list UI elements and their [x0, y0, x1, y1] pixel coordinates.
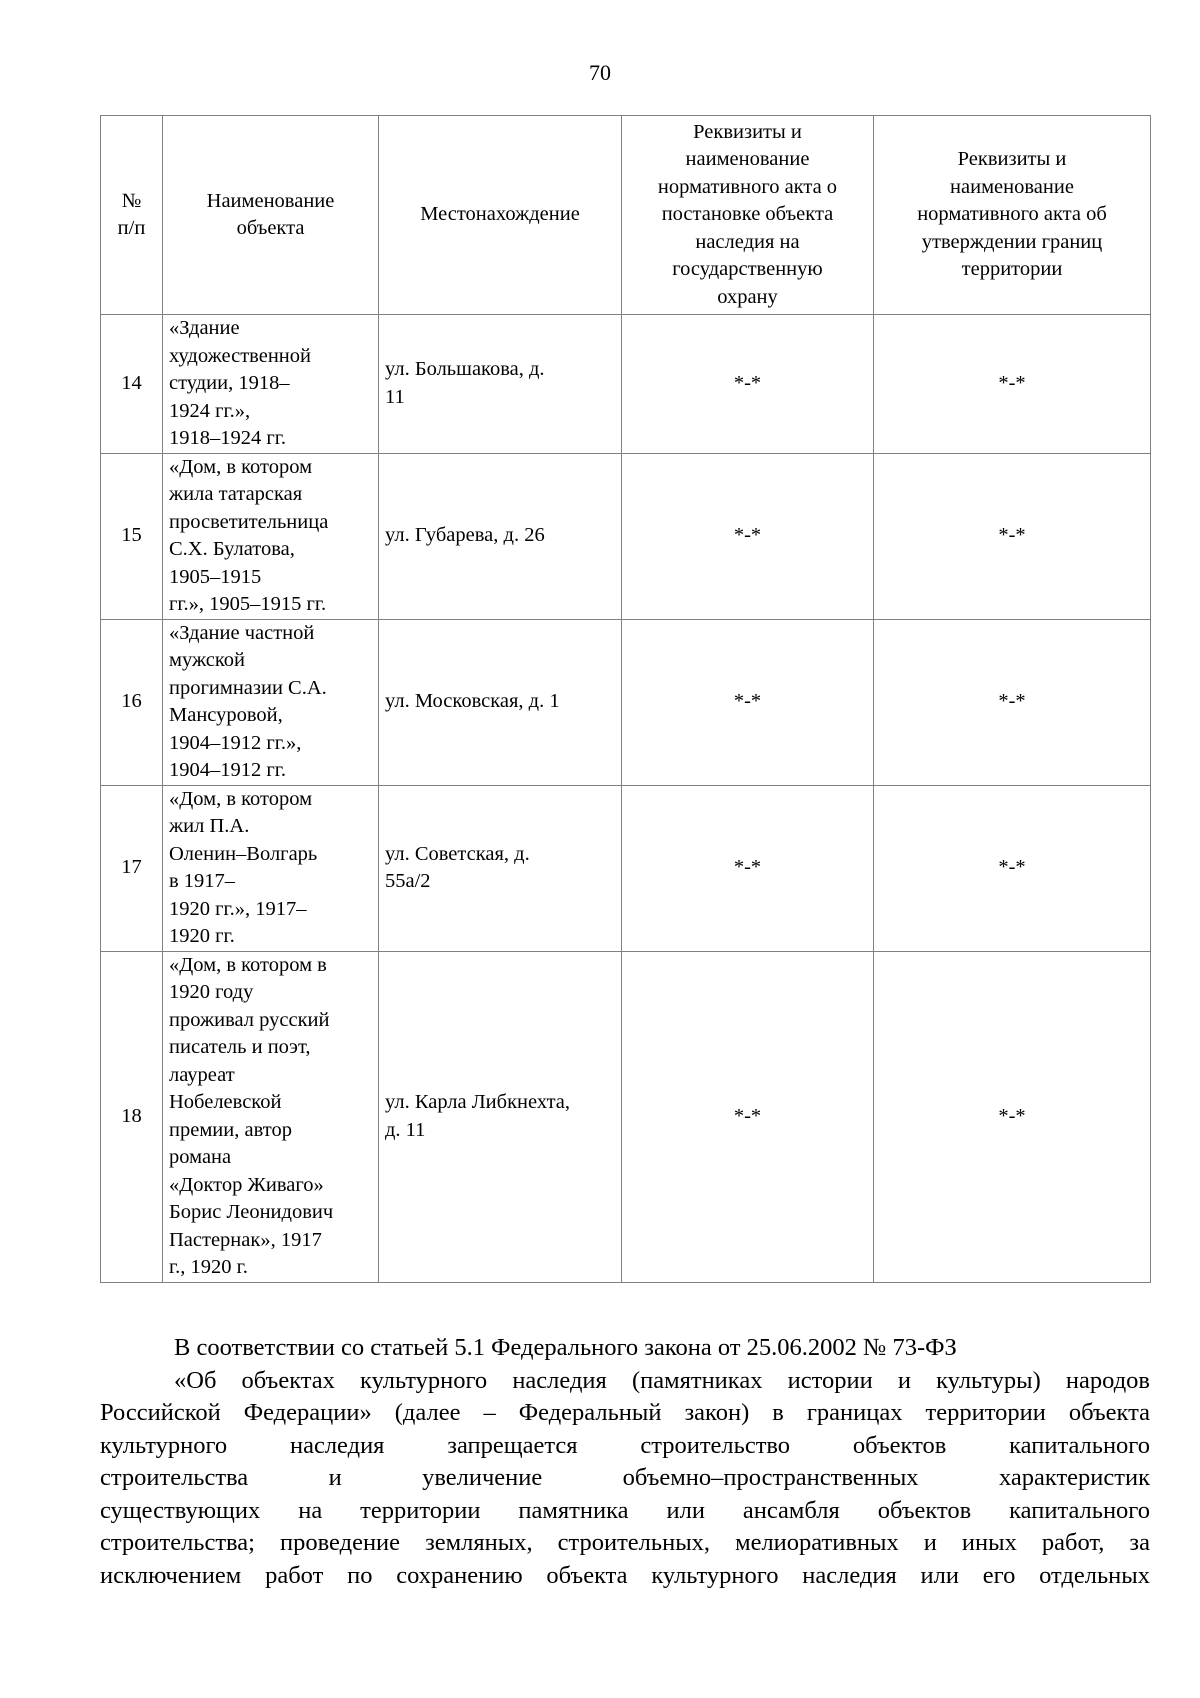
table-row — [101, 619, 1151, 785]
cell-name: «Дом, в котором в 1920 году проживал русский писатель и поэт, лауреат Нобелевской премии, автор романа «Доктор Живаго» Борис Леонидович Пастернак», 1917 г., 1920 г. — [163, 951, 379, 1282]
cell-act-protection: *-* — [622, 453, 874, 619]
cell-act-borders: *-* — [874, 453, 1151, 619]
cell-location: ул. Губарева, д. 26 — [379, 453, 622, 619]
cell-name: «Здание художественной студии, 1918– 1924 гг.», 1918–1924 гг. — [163, 315, 379, 454]
cell-act-borders: *-* — [874, 785, 1151, 951]
table-row — [101, 785, 1151, 951]
cell-location: ул. Карла Либкнехта, д. 11 — [379, 951, 622, 1282]
cell-name: «Дом, в котором жил П.А. Оленин–Волгарь в 1917– 1920 гг.», 1917– 1920 гг. — [163, 785, 379, 951]
cell-name: «Дом, в котором жила татарская просветительница С.Х. Булатова, 1905–1915 гг.», 1905–1915 гг. — [163, 453, 379, 619]
cell-act-borders: *-* — [874, 619, 1151, 785]
body-line: существующих на территории памятника или ансамбля объектов капитального — [100, 1496, 1150, 1524]
body-line: В соответствии со статьей 5.1 Федерального закона от 25.06.2002 № 73-ФЗ — [174, 1334, 957, 1361]
body-paragraph — [100, 1332, 1150, 1592]
body-line: «Об объектах культурного наследия (памятниках истории и культуры) народов — [174, 1366, 1150, 1394]
cell-act-protection: *-* — [622, 785, 874, 951]
cell-act-protection: *-* — [622, 951, 874, 1282]
table-row — [101, 951, 1151, 1282]
cell-num: 15 — [101, 453, 163, 619]
cell-num: 18 — [101, 951, 163, 1282]
cell-act-borders: *-* — [874, 951, 1151, 1282]
table-header-row — [101, 116, 1151, 315]
header-location: Местонахождение — [379, 116, 622, 315]
body-line: исключением работ по сохранению объекта культурного наследия или его отдельных — [100, 1561, 1150, 1589]
header-act-protection: Реквизиты и наименование нормативного акта о постановке объекта наследия на государственную охрану — [622, 116, 874, 315]
table-row — [101, 453, 1151, 619]
body-line: Российской Федерации» (далее – Федеральный закон) в границах территории объекта — [100, 1399, 1150, 1426]
cell-location: ул. Большакова, д. 11 — [379, 315, 622, 454]
page-number: 70 — [589, 60, 611, 85]
cell-location: ул. Советская, д. 55а/2 — [379, 785, 622, 951]
cell-location: ул. Московская, д. 1 — [379, 619, 622, 785]
heritage-objects-table — [100, 115, 1151, 1283]
header-num: № п/п — [101, 116, 163, 315]
cell-act-borders: *-* — [874, 315, 1151, 454]
header-name: Наименование объекта — [163, 116, 379, 315]
body-line: строительства; проведение земляных, строительных, мелиоративных и иных работ, за — [100, 1529, 1150, 1556]
body-line: культурного наследия запрещается строительство объектов капитального — [100, 1431, 1150, 1459]
cell-act-protection: *-* — [622, 619, 874, 785]
cell-act-protection: *-* — [622, 315, 874, 454]
body-line: строительства и увеличение объемно–пространственных характеристик — [100, 1464, 1150, 1491]
cell-num: 17 — [101, 785, 163, 951]
cell-num: 14 — [101, 315, 163, 454]
cell-num: 16 — [101, 619, 163, 785]
cell-name: «Здание частной мужской прогимназии С.А. Мансуровой, 1904–1912 гг.», 1904–1912 гг. — [163, 619, 379, 785]
header-act-borders: Реквизиты и наименование нормативного акта об утверждении границ территории — [874, 116, 1151, 315]
table-row — [101, 315, 1151, 454]
